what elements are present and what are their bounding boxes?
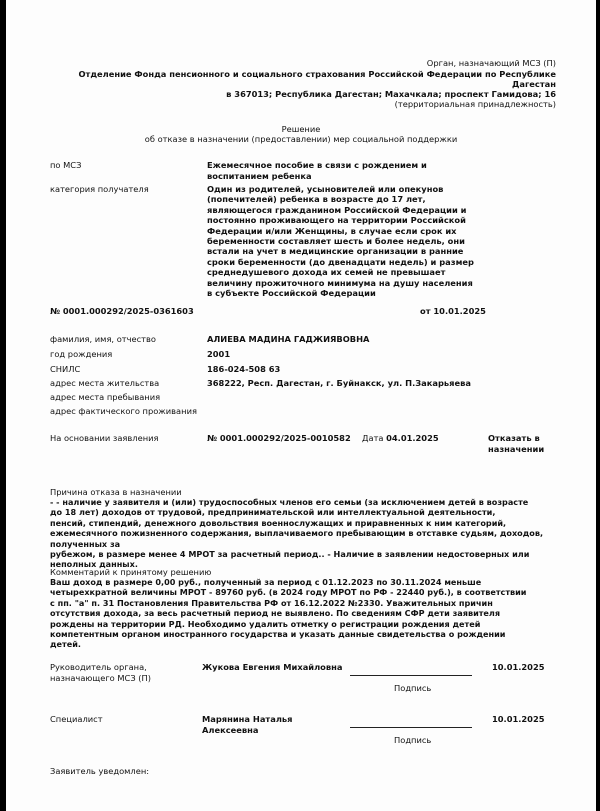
residence-address-value: 368222, Респ. Дагестан, г. Буйнакск, ул. П.Закарьяева bbox=[207, 378, 471, 388]
signer-name-head: Жукова Евгения Михайловна bbox=[202, 662, 343, 672]
applicant-name-value: АЛИЕВА МАДИНА ГАДЖИЯВОВНА bbox=[207, 334, 370, 344]
recipient-category-label: категория получателя bbox=[50, 184, 149, 194]
actual-address-label: адрес фактического проживания bbox=[50, 406, 197, 416]
document-title: Решение bbox=[281, 124, 321, 134]
refusal-text: - - наличие у заявителя и (или) трудоспособных членов его семьи (за исключением детей в возрасте до 18 лет) доходов от трудовой, предпринимательской или интеллектуальной деятельности, пенсий, стипендий, денежного довольствия военнослужащих и приравненных к ним категорий, ежемесячного пожизненного содержания, выплачиваемого пребывающим в отставке судьям, доходов, полученных за рубежом, в размере менее 4 МРОТ за расчетный период.. - Наличие в заявлении недостоверных или неполных данных. bbox=[50, 497, 544, 570]
snils-value: 186-024-508 63 bbox=[207, 364, 281, 374]
comment-heading: Комментарий к принятому решению bbox=[50, 567, 212, 577]
signature-line-specialist bbox=[350, 727, 472, 728]
signer-role-specialist: Специалист bbox=[50, 714, 103, 724]
signer-date-specialist: 10.01.2025 bbox=[492, 714, 545, 724]
signer-date-head: 10.01.2025 bbox=[492, 662, 545, 672]
signature-caption-head: Подпись bbox=[394, 683, 432, 693]
signature-line-head bbox=[350, 675, 472, 676]
refusal-heading: Причина отказа в назначении bbox=[50, 487, 182, 497]
document-page bbox=[6, 0, 596, 811]
benefit-label: по МСЗ bbox=[50, 160, 82, 170]
org-name-line2: Дагестан bbox=[511, 79, 556, 89]
signer-name-specialist: Марянина Наталья Алексеевна bbox=[202, 714, 293, 735]
recipient-category-value: Один из родителей, усыновителей или опекунов (попечителей) ребенка в возрасте до 17 лет, являющегося гражданином Российской Федерации и постоянно проживающего на территории Российской Федерации и/или Женщины, в случае если срок их беременности составляет шесть и более недель, они встали на учет в медицинские организации в ранние сроки беременности (до двенадцати недель) и размер среднедушевого дохода их семей не превышает величину прожиточного минимума на душу населения в субъекте Российской Федерации bbox=[207, 184, 474, 299]
comment-text: Ваш доход в размере 0,00 руб., полученный за период с 01.12.2023 по 30.11.2024 меньше четырехкратной величины МРОТ - 89760 руб. (в 2024 году МРОТ по РФ - 22440 руб.), в соответствии с пп. "а" п. 31 Постановления Правительства РФ от 16.12.2022 №2330. Уважительных причин отсутствия дохода, за весь расчетный период не выявлено. По сведениям СФР дети заявителя рождены на территории РД. Необходимо удалить отметку о регистрации рождения детей компетентным органом иностранного государства и указать данные свидетельства о рождении детей. bbox=[50, 577, 527, 650]
applicant-notified: Заявитель уведомлен: bbox=[50, 766, 150, 776]
application-label: На основании заявления bbox=[50, 433, 159, 443]
territorial-note: (территориальная принадлежность) bbox=[394, 99, 556, 109]
birth-year-label: год рождения bbox=[50, 349, 113, 359]
applicant-name-label: фамилия, имя, отчество bbox=[50, 334, 156, 344]
decision-number: № 0001.000292/2025-0361603 bbox=[50, 306, 194, 316]
application-date: Дата 04.01.2025 bbox=[362, 433, 439, 443]
decision-date: от 10.01.2025 bbox=[420, 306, 486, 316]
benefit-value: Ежемесячное пособие в связи с рождением и воспитанием ребенка bbox=[207, 160, 427, 181]
signature-caption-specialist: Подпись bbox=[394, 735, 432, 745]
birth-year-value: 2001 bbox=[207, 349, 231, 359]
document-subtitle: об отказе в назначении (предоставлении) мер социальной поддержки bbox=[144, 134, 458, 144]
org-name-line1: Отделение Фонда пенсионного и социального страхования Российской Федерации по Республике bbox=[78, 69, 556, 79]
signer-role-head: Руководитель органа, назначающего МСЗ (П) bbox=[50, 662, 152, 683]
application-result: Отказать в назначении bbox=[488, 433, 545, 454]
stay-address-label: адрес места пребывания bbox=[50, 392, 161, 402]
application-number: № 0001.000292/2025-0010582 bbox=[207, 433, 351, 443]
organ-label: Орган, назначающий МСЗ (П) bbox=[426, 58, 556, 68]
residence-address-label: адрес места жительства bbox=[50, 378, 160, 388]
org-address: в 367013; Республика Дагестан; Махачкала; проспект Гамидова; 16 bbox=[226, 89, 556, 99]
snils-label: СНИЛС bbox=[50, 364, 81, 374]
